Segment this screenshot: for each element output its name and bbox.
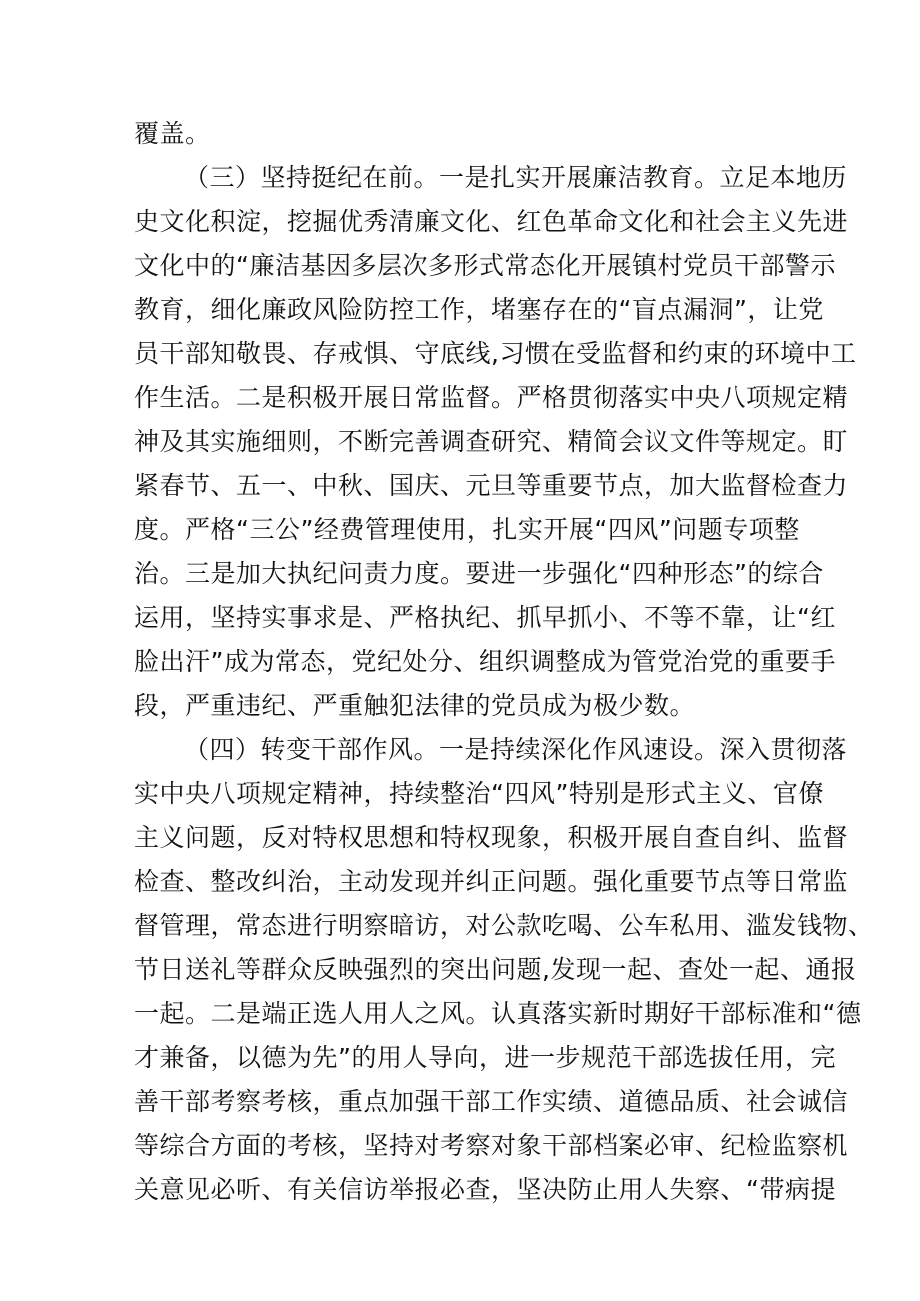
text-line-6: 员干部知敬畏、存戒惧、守底线,习惯在受监督和约束的环境中工 <box>134 339 857 368</box>
text-line-12: 运用，坚持实事求是、严格执纪、抓早抓小、不等不靠，让“红 <box>134 603 836 632</box>
text-line-11: 治。三是加大执纪问责力度。要进一步强化“四种形态”的综合 <box>134 559 824 588</box>
text-line-24: 等综合方面的考核，坚持对考察对象干部档案必审、纪检监察机 <box>134 1131 849 1160</box>
text-line-22: 才兼备，以德为先”的用人导向，进一步规范干部选拔任用，完 <box>134 1043 836 1072</box>
text-line-7: 作生活。二是积极开展日常监督。严格贯彻落实中央八项规定精 <box>134 383 849 412</box>
text-line-3: 史文化积淀，挖掘优秀清廉文化、红色革命文化和社会主义先进 <box>134 207 849 236</box>
text-line-19: 督管理，常态进行明察暗访，对公款吃喝、公车私用、滥发钱物、 <box>134 911 874 940</box>
text-line-4: 文化中的“廉洁基因多层次多形式常态化开展镇村党员干部警示 <box>134 251 836 280</box>
text-line-2: （三）坚持挺纪在前。一是扎实开展廉洁教育。立足本地历 <box>184 163 848 192</box>
text-line-23: 善干部考察考核，重点加强干部工作实绩、道德品质、社会诚信 <box>134 1087 849 1116</box>
text-line-5: 教育，细化廉政风险防控工作，堵塞存在的“盲点漏洞”，让党 <box>134 295 824 324</box>
text-line-14: 段，严重违纪、严重触犯法律的党员成为极少数。 <box>134 691 696 720</box>
text-line-13: 脸出汗”成为常态，党纪处分、组织调整成为管党治党的重要手 <box>134 647 836 676</box>
text-line-18: 检查、整改纠治，主动发现并纠正问题。强化重要节点等日常监 <box>134 867 849 896</box>
text-line-8: 神及其实施细则，不断完善调查研究、精简会议文件等规定。盯 <box>134 427 849 456</box>
text-line-9: 紧春节、五一、中秋、国庆、元旦等重要节点，加大监督检查力 <box>134 471 849 500</box>
text-line-16: 实中央八项规定精神，持续整治“四风”特别是形式主义、官僚 <box>134 779 824 808</box>
text-line-10: 度。严格“三公”经费管理使用，扎实开展“四风”问题专项整 <box>134 515 800 544</box>
text-line-21: 一起。二是端正选人用人之风。认真落实新时期好干部标准和“德 <box>134 999 862 1028</box>
text-line-25: 关意见必听、有关信访举报必查，坚决防止用人失察、“带病提 <box>134 1175 836 1204</box>
text-line-20: 节日送礼等群众反映强烈的突出问题,发现一起、查处一起、通报 <box>134 955 857 984</box>
text-line-1: 覆盖。 <box>134 119 211 148</box>
text-line-17: 主义问题，反对特权思想和特权现象，积极开展自查自纠、监督 <box>134 823 849 852</box>
document-body <box>134 112 874 1212</box>
text-line-15: （四）转变干部作风。一是持续深化作风速设。深入贯彻落 <box>184 735 848 764</box>
